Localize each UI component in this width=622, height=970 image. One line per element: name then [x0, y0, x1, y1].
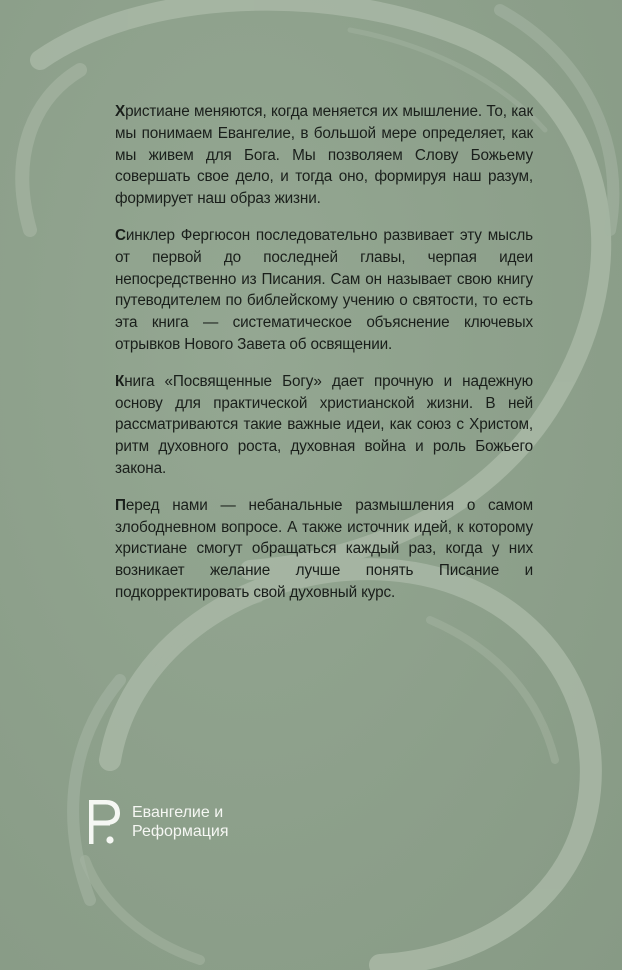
paragraph-text: ристиане меняются, когда меняется их мышление. То, как мы понимаем Евангелие, в большой мере определяет, как мы живем для Бога. Мы позволяем Слову Божьему совершать свое дело, и тогда оно, формируя наш разум, формирует наш образ жизни.	[115, 103, 533, 208]
drop-letter: П	[115, 496, 126, 514]
description-paragraph-4	[115, 495, 533, 604]
description-text-block	[115, 101, 533, 619]
paragraph-text: еред нами — небанальные размышления о самом злободневном вопросе. А также источник идей, к которому христиане смогут обращаться каждый раз, когда у них возникает желание лучше понять Писание и подкорректировать свой духовный курс.	[115, 496, 533, 601]
publisher-logo-icon	[86, 797, 122, 847]
publisher-name-line-2: Реформация	[132, 823, 229, 840]
publisher-name	[132, 803, 229, 841]
drop-letter: Х	[115, 103, 126, 120]
description-paragraph-1	[115, 101, 533, 210]
paragraph-text: нига «Посвященные Богу» дает прочную и надежную основу для практической христианской жизни. В ней рассматриваются такие важные идеи, как союз с Христом, ритм духовного роста, духовная война и роль Божьего закона.	[115, 372, 533, 477]
publisher-name-line-1: Евангелие и	[132, 804, 224, 821]
description-paragraph-3	[115, 371, 533, 480]
description-paragraph-2	[115, 225, 533, 356]
publisher-logo	[86, 797, 229, 847]
paragraph-text: инклер Фергюсон последовательно развивает эту мысль от первой до последней главы, черпая идеи непосредственно из Писания. Сам он называет свою книгу путеводителем по библейскому учению о святости, то есть эта книга — систематическое объяснение ключевых отрывков Нового Завета об освящении.	[115, 226, 533, 353]
drop-letter: С	[115, 226, 126, 244]
drop-letter: К	[115, 372, 125, 390]
